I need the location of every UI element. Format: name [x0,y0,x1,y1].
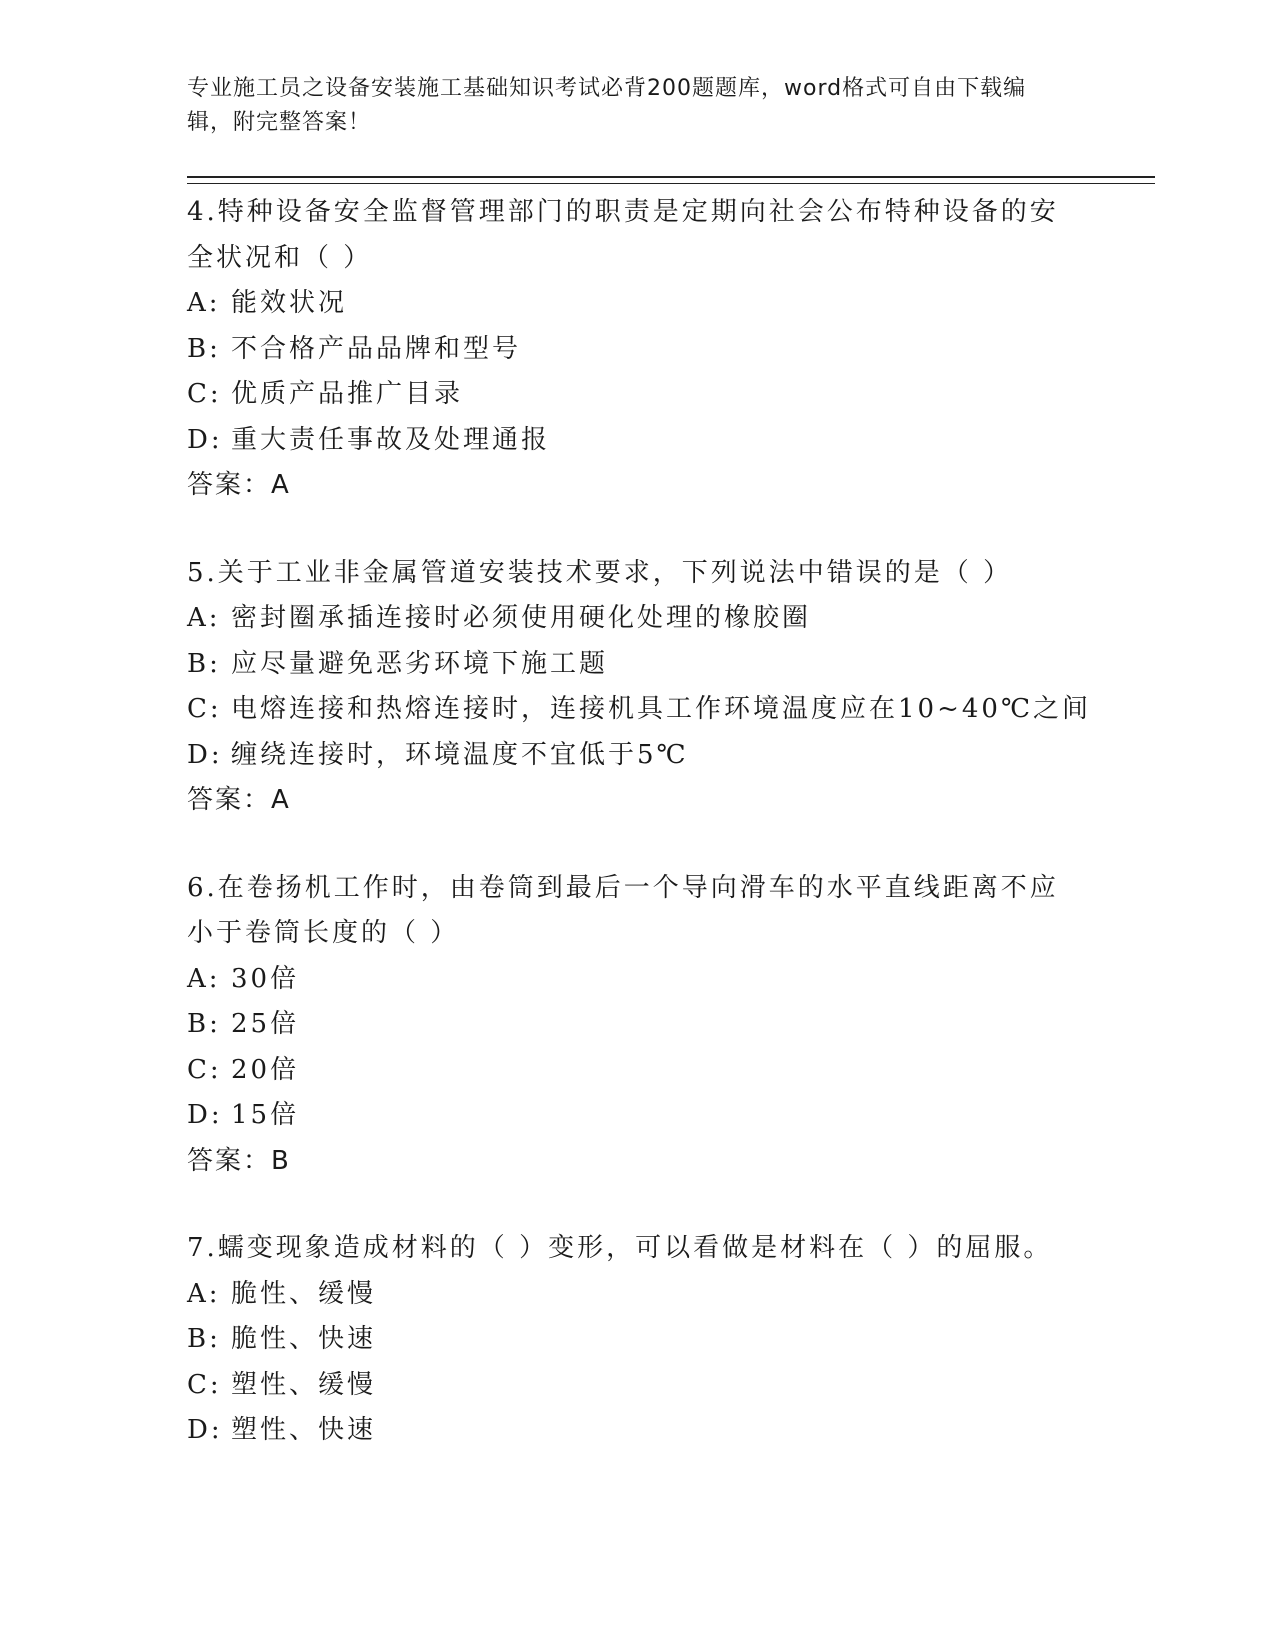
option-letter: D: [187,424,223,455]
option-a [187,957,1087,1003]
option-text: 应尽量避免恶劣环境下施工题 [231,648,609,679]
option-text: 30倍 [231,963,300,994]
option-letter: A: [187,963,221,994]
option-b [187,1317,1087,1363]
option-text: 缠绕连接时，环境温度不宜低于5℃ [231,739,689,770]
question-text: 6.在卷扬机工作时，由卷筒到最后一个导向滑车的水平直线距离不应小于卷筒长度的（ ） [187,872,1059,948]
question-list [187,190,1092,1496]
option-d [187,418,1087,464]
option-c [187,372,1087,418]
option-b [187,327,1087,373]
option-text: 塑性、快速 [231,1415,377,1445]
option-text: 优质产品推广目录 [231,379,464,409]
document-title: 专业施工员之设备安装施工基础知识考试必背200题题库，word格式可自由下载编辑，附完整答案！ [187,76,1027,135]
header-divider-thin [187,183,1155,184]
option-letter: B: [187,1324,221,1354]
answer: 答案：A [187,470,291,500]
question-text: 5.关于工业非金属管道安装技术要求，下列说法中错误的是（ ） [187,557,1013,588]
option-text: 电熔连接和热熔连接时，连接机具工作环境温度应在10~40℃之间 [231,694,1092,724]
option-letter: A: [187,603,221,633]
option-text: 不合格产品品牌和型号 [231,333,522,364]
option-text: 15倍 [231,1100,300,1130]
option-c [187,1048,1087,1094]
option-d [187,1408,1087,1454]
answer: 答案：A [187,785,291,815]
option-letter: D: [187,1415,223,1445]
option-a [187,1272,1087,1318]
option-b [187,1002,1087,1048]
option-text: 25倍 [231,1009,300,1039]
option-a [187,596,1087,642]
option-letter: B: [187,333,221,364]
option-letter: D: [187,739,223,770]
option-b [187,642,1087,688]
question-7 [187,1226,1087,1454]
option-letter: C: [187,1054,222,1085]
option-d [187,733,1087,779]
document-header [187,72,1067,140]
option-letter: C: [187,1369,222,1400]
option-letter: D: [187,1100,223,1130]
header-divider-thick [187,176,1155,178]
question-6 [187,866,1087,1185]
option-c [187,687,1092,733]
option-letter: C: [187,694,222,724]
option-text: 密封圈承插连接时必须使用硬化处理的橡胶圈 [231,603,812,633]
option-letter: B: [187,648,221,679]
question-text: 4.特种设备安全监督管理部门的职责是定期向社会公布特种设备的安全状况和（ ） [187,197,1059,273]
option-text: 塑性、缓慢 [231,1369,377,1400]
option-text: 重大责任事故及处理通报 [231,424,551,455]
option-letter: A: [187,288,221,318]
option-letter: B: [187,1009,221,1039]
question-5 [187,551,1092,824]
option-text: 能效状况 [231,288,348,318]
option-letter: A: [187,1278,221,1309]
option-text: 脆性、快速 [231,1324,377,1354]
option-d [187,1093,1087,1139]
option-text: 脆性、缓慢 [231,1278,377,1309]
option-c [187,1363,1087,1409]
option-text: 20倍 [231,1054,300,1085]
option-letter: C: [187,379,222,409]
option-a [187,281,1087,327]
answer: 答案：B [187,1145,291,1176]
question-4 [187,190,1087,509]
question-text: 7.蠕变现象造成材料的（ ）变形，可以看做是材料在（ ）的屈服。 [187,1233,1053,1263]
